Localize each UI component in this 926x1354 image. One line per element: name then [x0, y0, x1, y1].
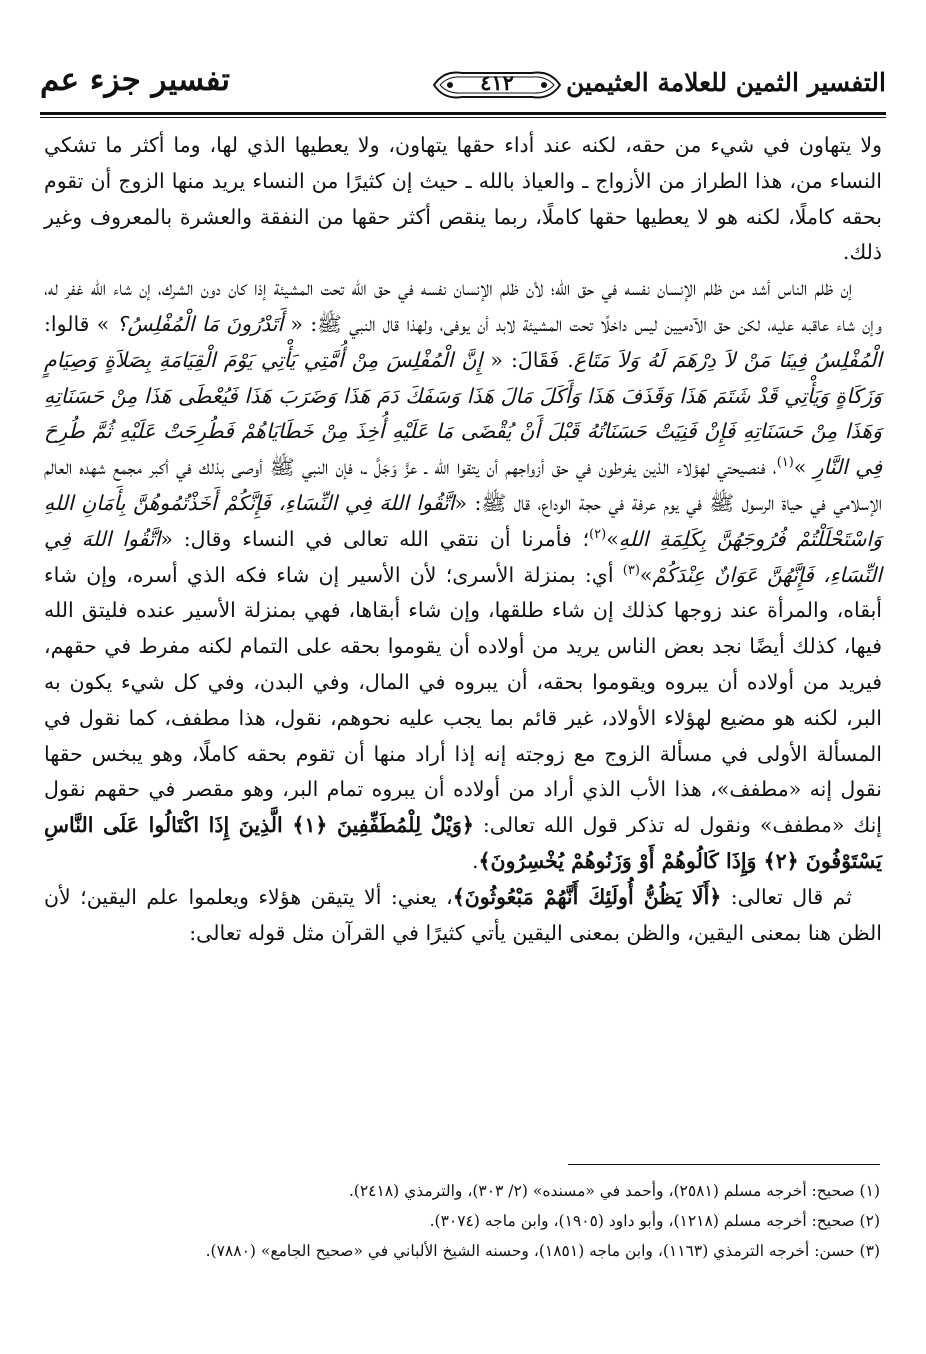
text-run: » — [793, 455, 814, 480]
text-run: . فَقَالَ: « — [482, 347, 574, 372]
paragraph — [44, 880, 882, 952]
footnote-separator — [568, 1164, 880, 1165]
footnote: (١) صحيح: أخرجه مسلم (٢٥٨١)، وأحمد في «مسنده» (٢/ ٣٠٣)، والترمذي (٢٤١٨). — [348, 1182, 880, 1200]
footnote: (٣) حسن: أخرجه الترمذي (١١٦٣)، وابن ماجه (١٨٥١)، وحسنه الشيخ الألباني في «صحيح الجامع» (٧٨٨٠). — [205, 1242, 880, 1260]
footnotes — [44, 1176, 880, 1266]
header-rule-thin — [40, 117, 886, 118]
text-run: ولا يتهاون في شيء من حقه، لكنه عند أداء حقها يتهاون، ولا يعطيها الذي لها، وما أكثر ما تشكي النساء من، هذا الطراز من الأزواج ـ والعياذ بالله ـ حيث إن كثيرًا من النساء يريد منها الزوج أن تقوم بحقه كاملًا، لكنه هو لا يعطيها حقها كاملًا، ربما ينقص أكثر حقها من النفقة والعشرة بالمعروف وغير ذلك. — [44, 133, 882, 265]
footnote: (٢) صحيح: أخرجه مسلم (١٢١٨)، وأبو داود (١٩٠٥)، وابن ماجه (٣٠٧٤). — [429, 1212, 880, 1230]
page-number: ٤١٢ — [480, 70, 514, 95]
paragraph — [44, 128, 882, 271]
text-run: » قالوا: — [44, 311, 117, 336]
text-run: إن ظلم الناس أشد من ظلم الإنسان نفسه في حق الله؛ لأن ظلم الإنسان نفسه في حق الله تحت المشيئة إذا كان دون الشرك، إن شاء الله غفر له، وإن شاء عاقبه عليه، لكن حق الآدميين ليس داخلًا تحت المشيئة لابد أن يوفى، ولهذا قال النبي ﷺ: « — [44, 276, 882, 336]
body-text — [44, 128, 882, 951]
quran-verse: ﴿وَيْلٌ لِلْمُطَفِّفِينَ ﴿١﴾ الَّذِينَ إِذَا اكْتَالُوا عَلَى النَّاسِ يَسْتَوْفُونَ ﴿٢﴾ وَإِذَا كَالُوهُمْ أَوْ وَزَنُوهُمْ يُخْسِرُونَ﴾ — [44, 813, 882, 873]
hadith-quote: إِنَّ الْمُفْلِسَ مِنْ أُمَّتِي يَأْتِي يَوْمَ الْقِيَامَةِ بِصَلاَةٍ وَصِيَامٍ وَزَكَاةٍ وَيَأْتِي قَدْ شَتَمَ هَذَا وَقَذَفَ هَذَا وَأَكَلَ مَالَ هَذَا وَسَفَكَ دَمَ هَذَا وَضَرَبَ هَذَا فَيُعْطَى هَذَا مِنْ حَسَنَاتِهِ وَهَذَا مِنْ حَسَنَاتِهِ فَإِنْ فَنِيَتْ حَسَنَاتُهُ قَبْلَ أَنْ يُقْضَى مَا عَلَيْهِ أُخِذَ مِنْ خَطَايَاهُمْ فَطُرِحَتْ عَلَيْهِ ثُمَّ طُرِحَ فِي النَّارِ — [44, 347, 883, 480]
book-title: التفسير الثمين للعلامة العثيمين — [565, 68, 886, 97]
footnote-ref: (١) — [776, 455, 794, 471]
text-run: أي: بمنزلة الأسرى؛ لأن الأسير إن شاء فكه الذي أسره، وإن شاء أبقاه، والمرأة عند زوجها كذلك إن شاء طلقها، وإن شاء أبقاها، فهي بمنزلة الأسير عنده فليتق الله فيها، كذلك أيضًا نجد بعض الناس يريد من أولاده أن يقوموا بحقه على التمام لكنه مفرط في حقهم، فيريد من أولاده أن يبروه ويقوموا بحقه، أن يبروه في المال، وفي البدن، وفي كل شيء يكون به البر، لكنه هو مضيع لهؤلاء الأولاد، غير قائم بما يجب عليه نحوهم، نقول، هذا مطفف، كما نقول في المسألة الأولى في مسألة الزوج مع زوجته إنه إذا أراد منها أن تقوم بحقه كاملًا، وهو يبخس حقها نقول إنه «مطفف»، هذا الأب الذي أراد من أولاده أن يبروه تمام البر، وهو مقصر في حقهم نقول إنك «مطفف» ونقول له تذكر قول الله تعالى: — [44, 562, 882, 838]
text-run: . — [472, 848, 479, 873]
text-run: ، يعني: ألا يتيقن هؤلاء ويعلموا علم اليقين؛ لأن الظن هنا بمعنى اليقين، والظن بمعنى اليقين يأتي كثيرًا في القرآن مثل قوله تعالى: — [44, 884, 882, 945]
hadith-quote: أَتَدْرُونَ مَا الْمُفْلِسُ؟ — [116, 311, 284, 336]
text-run: ثم قال تعالى: — [721, 884, 852, 909]
quran-verse: ﴿أَلَا يَظُنُّ أُولَئِكَ أَنَّهُمْ مَبْعُوثُونَ﴾ — [452, 884, 722, 909]
text-run: ؛ فأمرنا أن نتقي الله تعالى في النساء وقال: « — [160, 526, 590, 551]
hadith-quote: الْمُفْلِسُ فِينَا مَنْ لاَ دِرْهَمَ لَهُ وَلاَ مَتَاعَ — [573, 347, 882, 372]
text-run: ، فنصيحتي لهؤلاء الذين يفرطون في حق أزواجهم أن يتقوا الله ـ عزَّ وَجَلَّ ـ، فإن النبي ﷺ أوصى بذلك في أكبر مجمع شهده العالم الإسلامي في حياة الرسول ﷺ في يوم عرفة في حجة الوداع، قال ﷺ: « — [44, 455, 882, 515]
header-rule — [40, 112, 886, 115]
text-run: » — [606, 526, 619, 551]
paragraph — [44, 271, 882, 880]
page-number-frame — [430, 68, 564, 102]
text-run: » — [639, 562, 653, 587]
page-header — [40, 62, 886, 122]
hadith-quote: اتَّقُوا اللهَ فِي النِّسَاءِ، فَإِنَّهُنَّ عَوَانٌ عِنْدَكُمْ — [44, 526, 882, 587]
footnote-ref: (٣) — [622, 562, 640, 578]
hadith-quote: اتَّقُوا اللهَ فِي النِّسَاءِ، فَإِنَّكُمْ أَخَذْتُمُوهُنَّ بِأَمَانِ اللهِ وَاسْتَحْلَلْتُمْ فُرُوجَهُنَّ بِكَلِمَةِ اللهِ — [44, 490, 882, 551]
footnote-ref: (٢) — [589, 526, 607, 542]
juz-title: تفسير جزء عم — [40, 62, 230, 98]
